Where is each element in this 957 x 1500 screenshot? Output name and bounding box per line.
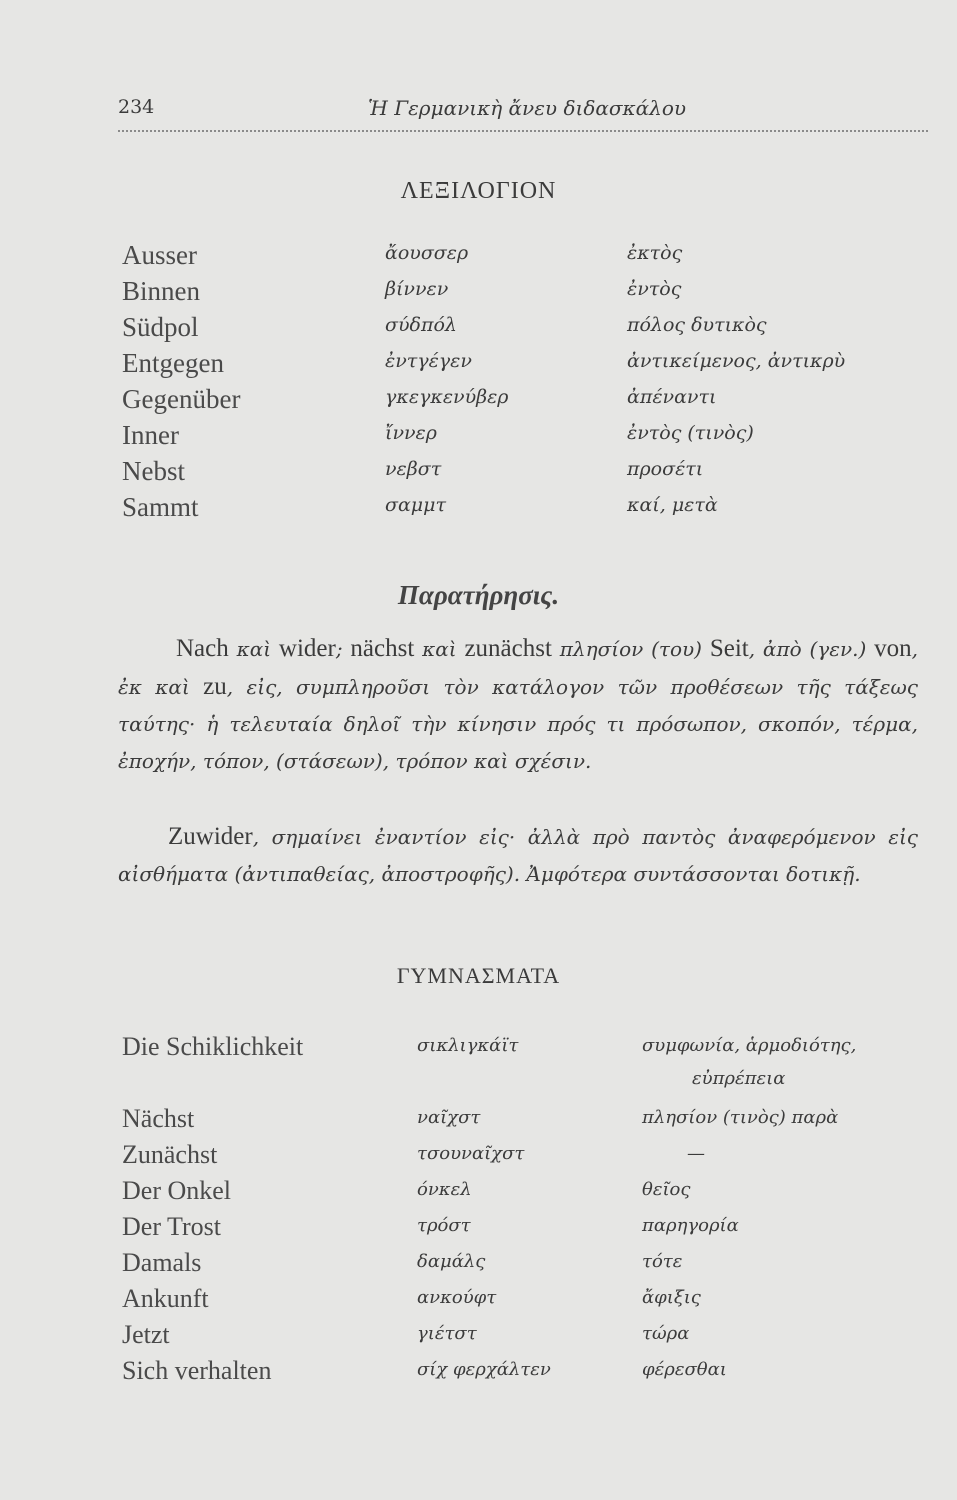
vocab-row	[122, 492, 912, 528]
vocab-row	[122, 1140, 912, 1176]
pronunciation: δαμάλς	[417, 1251, 486, 1272]
greek-meaning: συμφωνία, ἁρμοδιότης,	[642, 1035, 857, 1056]
note-text: , ἀπὸ (γεν.)	[748, 637, 875, 661]
pronunciation: σαμμτ	[385, 494, 447, 516]
german-word: Nebst	[122, 456, 185, 486]
greek-meaning: ἐντὸς	[627, 278, 682, 300]
pronunciation: όνκελ	[417, 1179, 472, 1200]
pronunciation: βίννεν	[385, 278, 449, 300]
pronunciation: γιέτστ	[417, 1323, 477, 1344]
german-term: Zuwider	[168, 823, 253, 850]
greek-meaning-continued: εὐπρέπεια	[692, 1068, 786, 1089]
pronunciation: ναῖχστ	[417, 1107, 481, 1128]
vocab-row	[122, 1104, 912, 1140]
vocab-row	[122, 456, 912, 492]
german-word: Sammt	[122, 492, 199, 522]
vocab-row	[122, 240, 912, 276]
note-text: , ἐκ καὶ	[118, 637, 918, 699]
german-word: Der Trost	[122, 1212, 221, 1241]
german-term: Nach	[176, 635, 229, 662]
greek-meaning: ἀπέναντι	[627, 386, 717, 408]
vocab-row	[122, 1320, 912, 1356]
german-term: zunächst	[464, 635, 552, 662]
note-paragraph-2	[118, 818, 918, 893]
vocab-row	[122, 1284, 912, 1320]
german-term: Seit	[709, 635, 749, 662]
pronunciation: ἐντγέγεν	[385, 350, 472, 372]
vocab-row	[122, 348, 912, 384]
pronunciation: νεβστ	[385, 458, 442, 480]
greek-meaning: ἐντὸς (τινὸς)	[627, 422, 754, 444]
pronunciation: σικλιγκάϊτ	[417, 1035, 519, 1056]
german-term: von	[874, 635, 912, 662]
note-text: πλησίον (του)	[551, 637, 710, 661]
german-word: Ausser	[122, 240, 197, 270]
greek-meaning: ἐκτὸς	[627, 242, 683, 264]
german-word: Entgegen	[122, 348, 224, 378]
greek-meaning: πόλος δυτικὸς	[627, 314, 767, 336]
greek-meaning: —	[687, 1143, 705, 1164]
note-paragraph-1	[118, 630, 918, 780]
german-word: Ankunft	[122, 1284, 209, 1313]
note-text: καὶ	[414, 637, 465, 661]
pronunciation: γκεγκενύβερ	[385, 386, 509, 408]
german-word: Gegenüber	[122, 384, 241, 414]
greek-meaning: θεῖος	[642, 1179, 691, 1200]
greek-meaning: τότε	[642, 1251, 683, 1272]
german-word: Sich verhalten	[122, 1356, 272, 1385]
german-word: Inner	[122, 420, 179, 450]
pronunciation: σύδπόλ	[385, 314, 457, 336]
greek-meaning: ἄφιξις	[642, 1287, 701, 1308]
greek-meaning: παρηγορία	[642, 1215, 739, 1236]
vocab-row	[122, 1248, 912, 1284]
vocab-row	[122, 1032, 912, 1104]
german-word: Damals	[122, 1248, 202, 1277]
vocab-row	[122, 420, 912, 456]
vocab-row	[122, 276, 912, 312]
pronunciation: ἄουσσερ	[385, 242, 469, 264]
greek-meaning: προσέτι	[627, 458, 704, 480]
greek-meaning: φέρεσθαι	[642, 1359, 727, 1380]
note-text: , σημαίνει ἐναντίον εἰς· ἀλλὰ πρὸ παντὸς ἀναφερόμενον εἰς αἰσθήματα (ἀντιπαθείας, ἀποστροφῆς). Ἀμφότερα συντάσσονται δοτικῇ.	[118, 825, 918, 886]
vocab-row	[122, 1176, 912, 1212]
pronunciation: ἴννερ	[385, 422, 437, 444]
pronunciation: τρόστ	[417, 1215, 471, 1236]
vocab-row	[122, 384, 912, 420]
running-header	[118, 96, 917, 126]
vocab-row	[122, 1212, 912, 1248]
vocabulary-heading: ΛΕΞΙΛΟΓΙΟΝ	[400, 178, 557, 204]
german-word: Südpol	[122, 312, 199, 342]
running-title: Ἡ Γερμανικὴ ἄνευ διδασκάλου	[368, 96, 687, 120]
vocabulary-list	[122, 240, 912, 528]
vocab-row	[122, 1356, 912, 1392]
pronunciation: σίχ φερχάλτεν	[417, 1359, 551, 1380]
german-word: Zunächst	[122, 1140, 218, 1169]
german-term: nächst	[350, 635, 415, 662]
german-word: Die Schiklichkeit	[122, 1032, 304, 1061]
german-word: Nächst	[122, 1104, 195, 1133]
note-text: , εἰς, συμπληροῦσι τὸν κατάλογον τῶν προθέσεων τῆς τάξεως ταύτης· ἡ τελευταία δηλοῖ τὴν κίνησιν πρός τι πρόσωπον, σκοπόν, τέρμα, ἐποχήν, τόπον, (στάσεων), τρόπον καὶ σχέσιν.	[118, 675, 918, 773]
header-rule	[118, 130, 928, 132]
greek-meaning: καί, μετὰ	[627, 494, 718, 516]
pronunciation: τσουναῖχστ	[417, 1143, 525, 1164]
page-number: 234	[118, 96, 155, 118]
german-term: zu	[203, 673, 227, 700]
note-text: καὶ	[228, 637, 279, 661]
german-word: Jetzt	[122, 1320, 170, 1349]
greek-meaning: πλησίον (τινὸς) παρὰ	[642, 1107, 839, 1128]
german-word: Der Onkel	[122, 1176, 232, 1205]
exercise-vocabulary-list	[122, 1032, 912, 1392]
german-term: wider	[278, 635, 336, 662]
vocab-row	[122, 312, 912, 348]
pronunciation: ανκούφτ	[417, 1287, 497, 1308]
german-word: Binnen	[122, 276, 200, 306]
notes-heading: Παρατήρησις.	[397, 580, 560, 610]
exercises-heading: ΓΥΜΝΑΣΜΑΤΑ	[396, 963, 561, 988]
greek-meaning: τώρα	[642, 1323, 690, 1344]
greek-meaning: ἀντικείμενος, ἀντικρὺ	[627, 350, 846, 372]
note-text: ;	[335, 637, 351, 661]
